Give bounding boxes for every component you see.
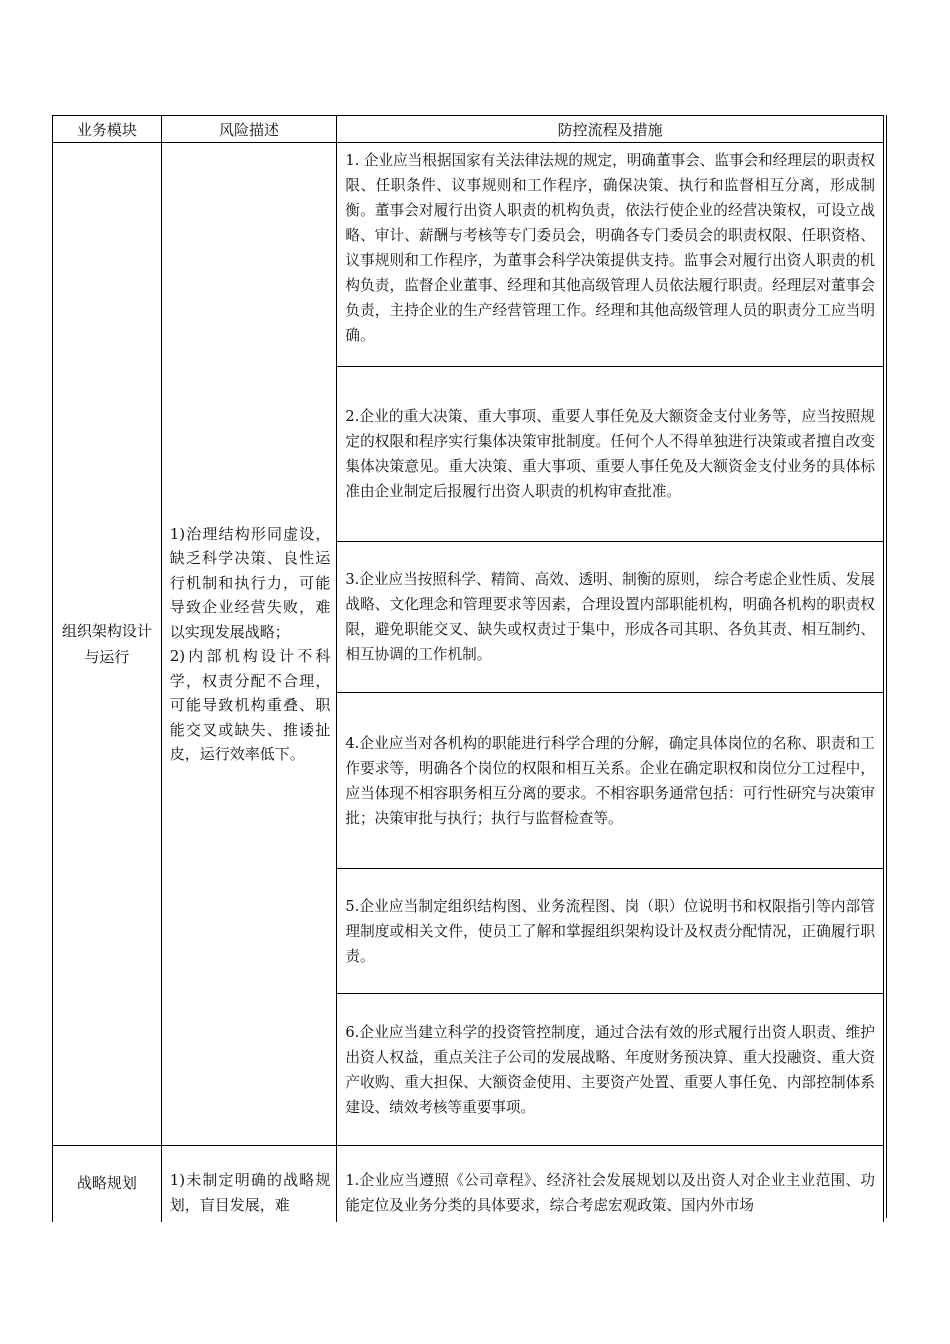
header-measures: 防控流程及措施 — [557, 120, 663, 139]
measure-item: 5.企业应当制定组织结构图、业务流程图、岗（职）位说明书和权限指引等内部管理制度或相关文件，使员工了解和掌握组织架构设计及权责分配情况，正确履行职责。 — [337, 869, 883, 994]
measure-item: 1. 企业应当根据国家有关法律法规的规定，明确董事会、监事会和经理层的职责权限、任职条件、议事规则和工作程序，确保决策、执行和监督相互分离，形成制衡。董事会对履行出资人职责的机构负责，依法行使企业的经营决策权，可设立战略、审计、薪酬与考核等专门委员会，明确各专门委员会的职责权限、任职资格、议事规则和工作程序，为董事会科学决策提供支持。监事会对履行出资人职责的机构负责，监督企业董事、经理和其他高级管理人员依法履行职责。经理层对董事会负责，主持企业的生产经营管理工作。经理和其他高级管理人员的职责分工应当明确。 — [337, 143, 883, 367]
measure-item: 3.企业应当按照科学、精简、高效、透明、制衡的原则， 综合考虑企业性质、发展战略、文化理念和管理要求等因素，合理设置内部职能机构，明确各机构的职责权限，避免职能交叉、缺失或权责过于集中，形成各司其职、各负其责、相互制约、相互协调的工作机制。 — [337, 542, 883, 693]
header-module: 业务模块 — [53, 116, 162, 142]
header-risk: 风险描述 — [162, 116, 338, 142]
section-strategy — [52, 1146, 884, 1222]
measures-column — [337, 1146, 883, 1222]
measure-item: 2.企业的重大决策、重大事项、重要人事任免及大额资金支付业务等，应当按照规定的权限和程序实行集体决策审批制度。任何个人不得单独进行决策或者擅自改变集体决策意见。重大决策、重大事项、重要人事任免及大额资金支付业务的具体标准由企业制定后报履行出资人职责的机构审查批准。 — [337, 367, 883, 542]
module-cell: 战略规划 — [53, 1146, 162, 1222]
risk-text: 1)未制定明确的战略规划，盲目发展，难 — [169, 1171, 331, 1214]
risk-text: 1)治理结构形同虚设，缺乏科学决策、良性运行机制和执行力，可能导致企业经营失败，难以实现发展战略； 2)内部机构设计不科学，权责分配不合理，可能导致机构重叠、职能交叉或缺失、推诿扯皮，运行效率低下。 — [169, 524, 331, 763]
table-header-row — [52, 115, 884, 143]
module-cell: 组织架构设计与运行 — [53, 143, 162, 1145]
measure-item: 6.企业应当建立科学的投资管控制度，通过合法有效的形式履行出资人职责、维护出资人权益，重点关注子公司的发展战略、年度财务预决算、重大投融资、重大资产收购、重大担保、大额资金使用、主要资产处置、重要人事任免、内部控制体系建设、绩效考核等重要事项。 — [345, 1023, 875, 1116]
risk-cell — [162, 143, 338, 1145]
risk-control-table — [52, 115, 884, 1222]
measures-column — [337, 143, 883, 1145]
measure-item: 1.企业应当遵照《公司章程》、经济社会发展规划以及出资人对企业主业范围、功能定位及业务分类的具体要求，综合考虑宏观政策、国内外市场 — [345, 1172, 875, 1214]
risk-cell — [162, 1146, 338, 1222]
section-org-structure — [52, 143, 884, 1146]
measure-item: 4.企业应当对各机构的职能进行科学合理的分解，确定具体岗位的名称、职责和工作要求等，明确各个岗位的权限和相互关系。企业在确定职权和岗位分工过程中，应当体现不相容职务相互分离的要求。不相容职务通常包括：可行性研究与决策审批；决策审批与执行；执行与监督检查等。 — [337, 693, 883, 869]
